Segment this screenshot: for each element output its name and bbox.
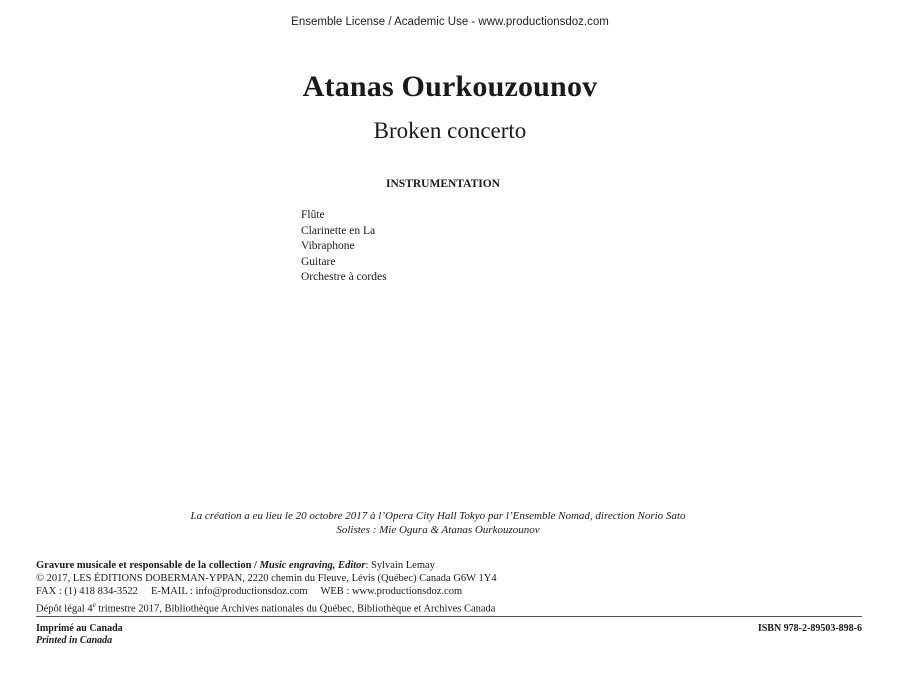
engraving-separator: :	[365, 560, 369, 571]
soloists-line: Solistes : Mie Ogura & Atanas Ourkouzounov	[336, 523, 540, 536]
instrument-item: Vibraphone	[301, 240, 355, 253]
premiere-note	[0, 510, 876, 537]
engraving-label	[36, 560, 366, 571]
legal-deposit-line	[36, 599, 497, 616]
engraving-label-fr: Gravure musicale et responsable de la collection /	[36, 560, 257, 571]
premiere-line: La création a eu lieu le 20 octobre 2017 à l’Opera City Hall Tokyo par l’Ensemble Nomad, direction Norio Sato	[190, 510, 686, 522]
engraving-label-en: Music engraving, Editor	[259, 560, 366, 571]
engraving-credit	[36, 559, 497, 572]
instrumentation-list	[301, 208, 387, 286]
composer-name: Atanas Ourkouzounov	[302, 70, 598, 103]
printed-en: Printed in Canada	[36, 634, 113, 646]
work-title: Broken concerto	[373, 118, 527, 143]
publisher-credits	[36, 559, 497, 615]
isbn: ISBN 978-2-89503-898-6	[757, 623, 862, 634]
legal-superscript: e	[92, 600, 96, 609]
license-notice: Ensemble License / Academic Use - www.productionsdoz.com	[291, 16, 609, 28]
editor-name: Sylvain Lemay	[371, 560, 435, 571]
instrument-item: Clarinette en La	[301, 224, 376, 237]
instrument-item: Flûte	[301, 209, 325, 221]
footer-divider	[36, 616, 862, 617]
copyright-line: © 2017, LES ÉDITIONS DOBERMAN-YPPAN, 2220 chemin du Fleuve, Lévis (Québec) Canada G6W 1Y4	[36, 573, 497, 585]
printed-in	[36, 623, 123, 646]
printed-fr: Imprimé au Canada	[36, 623, 123, 634]
instrument-item: Orchestre à cordes	[301, 271, 387, 284]
instrumentation-heading: INSTRUMENTATION	[386, 178, 500, 190]
legal-prefix: Dépôt légal 4	[36, 603, 93, 615]
contact-line: FAX : (1) 418 834-3522 E-MAIL : info@productionsdoz.com WEB : www.productionsdoz.com	[36, 586, 463, 598]
instrument-item: Guitare	[301, 255, 336, 268]
legal-suffix: trimestre 2017, Bibliothèque Archives nationales du Québec, Bibliothèque et Archives Canada	[95, 603, 496, 615]
